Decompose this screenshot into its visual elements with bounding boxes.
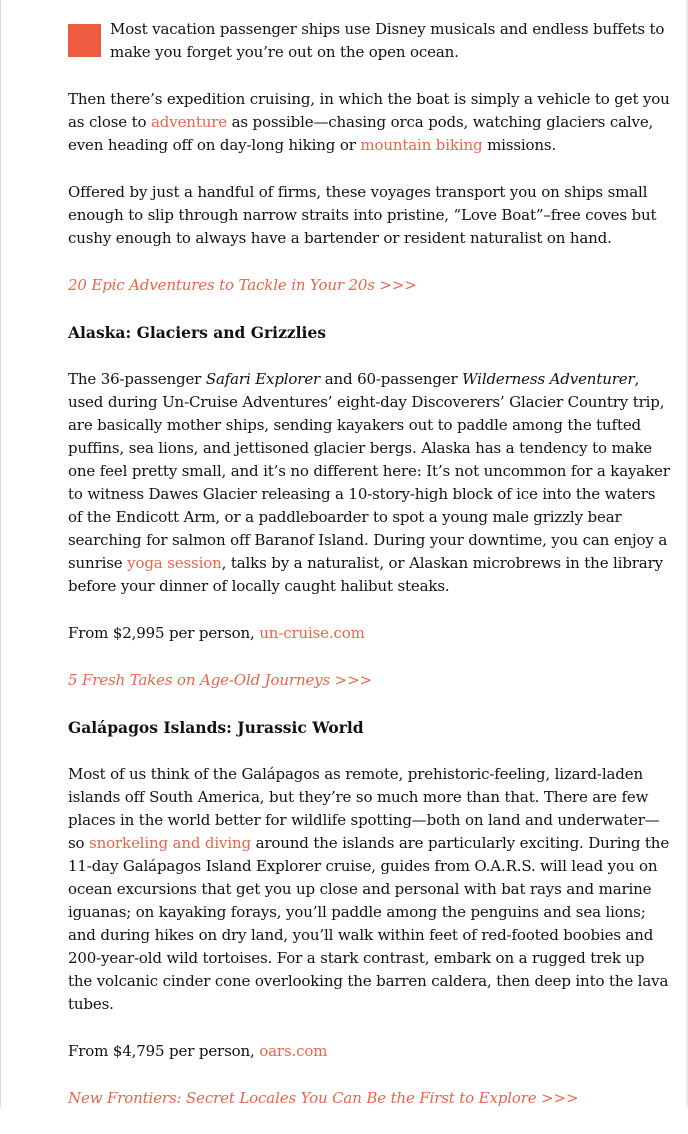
intro-lede: Most vacation passenger ships use Disney musicals and endless buffets to make you forget you’re out on the open ocean. (110, 20, 665, 61)
galapagos-paragraph (68, 763, 672, 1016)
section-heading-alaska: Alaska: Glaciers and Grizzlies (68, 323, 327, 342)
text-run: as possible—chasing orca pods, watching glaciers calve, even heading off on day-long hiking or (68, 113, 654, 154)
link-un-cruise[interactable]: un-cruise.com (259, 624, 365, 642)
link-snorkeling-and-diving[interactable]: snorkeling and diving (89, 834, 251, 852)
link-yoga-session[interactable]: yoga session (127, 554, 222, 572)
text-run: , used during Un-Cruise Adventures’ eight-day Discoverers’ Glacier Country trip, are basically mother ships, sending kayakers out to paddle among the tufted puffins, sea lions, and jettisoned glacier bergs. Alaska has a tendency to make one feel pretty small, and it’s no different here: It’s not uncommon for a kayaker to witness Dawes Glacier releasing a 10-story-high block of ice into the waters of the Endicott Arm, or a paddleboarder to spot a young male grizzly bear searching for salmon off Baranof Island. During your downtime, you can enjoy a sunrise (68, 370, 670, 572)
article-body (68, 18, 672, 1134)
price-text: From $2,995 per person, (68, 624, 260, 642)
link-mountain-biking[interactable]: mountain biking (360, 136, 483, 154)
intro-lede-block (68, 18, 672, 64)
alaska-price-line (68, 622, 672, 645)
link-oars[interactable]: oars.com (259, 1042, 328, 1060)
galapagos-price-line (68, 1040, 672, 1063)
text-run: , talks by a naturalist, or Alaskan microbrews in the library before your dinner of locally caught halibut steaks. (68, 554, 663, 595)
text-run: Most of us think of the Galápagos as remote, prehistoric-feeling, lizard-laden islands off South America, but they’re so much more than that. There are few places in the world better for wildlife spotting—both on land and underwater—so (68, 765, 660, 852)
text-run: around the islands are particularly exciting. During the 11-day Galápagos Island Explorer cruise, guides from O.A.R.S. will lead you on ocean excursions that get you up close and personal with bat rays and marine iguanas; on kayaking forays, you’ll paddle among the penguins and sea lions; and during hikes on dry land, you’ll walk within feet of red-footed boobies and 200-year-old wild tortoises. For a stark contrast, embark on a rugged trek up the volcanic cinder cone overlooking the barren caldera, then deep into the lava tubes. (68, 834, 670, 1013)
price-text: From $4,795 per person, (68, 1042, 260, 1060)
text-run: The 36-passenger (68, 370, 206, 388)
section-heading-galapagos: Galápagos Islands: Jurassic World (68, 718, 364, 737)
accent-square-icon (68, 24, 101, 57)
left-border (0, 0, 1, 1107)
ship-name-wilderness-adventurer: Wilderness Adventurer (462, 370, 635, 388)
promo-line-2 (68, 669, 672, 692)
alaska-paragraph (68, 368, 672, 598)
promo-link-fresh-takes[interactable]: 5 Fresh Takes on Age-Old Journeys >>> (68, 671, 372, 689)
intro-paragraph-2 (68, 88, 672, 157)
promo-link-epic-adventures[interactable]: 20 Epic Adventures to Tackle in Your 20s >>> (68, 276, 417, 294)
intro-paragraph-3: Offered by just a handful of firms, these voyages transport you on ships small enough to slip through narrow straits into pristine, “Love Boat”–free coves but cushy enough to always have a bartender or resident naturalist on hand. (68, 183, 657, 247)
promo-link-new-frontiers[interactable]: New Frontiers: Secret Locales You Can Be the First to Explore >>> (68, 1089, 579, 1107)
link-adventure[interactable]: adventure (151, 113, 227, 131)
ship-name-safari-explorer: Safari Explorer (205, 370, 321, 388)
text-run: missions. (482, 136, 557, 154)
promo-line-1 (68, 274, 672, 297)
text-run: Then there’s expedition cruising, in which the boat is simply a vehicle to get you as close to (68, 90, 670, 131)
text-run: and 60-passenger (320, 370, 463, 388)
